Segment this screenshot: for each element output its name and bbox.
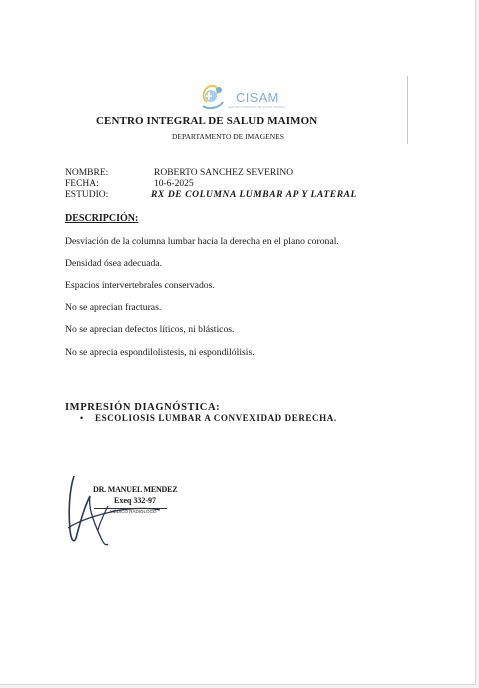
signature-block	[60, 468, 190, 553]
study-value: RX DE COLUMNA LUMBAR AP Y LATERAL	[151, 190, 357, 200]
doctor-name: DR. MANUEL MENDEZ	[93, 485, 178, 494]
name-value: ROBERTO SANCHEZ SEVERINO	[154, 168, 294, 178]
logo-tagline: CENTRO INTEGRAL DE SALUD MAIMON	[228, 105, 286, 109]
bullet-icon: •	[80, 413, 84, 423]
finding-line: Densidad ósea adecuada.	[65, 258, 163, 269]
date-value: 10-6-2025	[154, 179, 194, 189]
finding-line: Desviación de la columna lumbar hacia la derecha en el plano coronal.	[65, 236, 339, 247]
finding-line: No se aprecia espondilolistesis, ni espondilólisis.	[65, 347, 255, 358]
exequatur-number: Exeq 332-97	[114, 496, 156, 505]
doctor-title: MÉDICO RADIÓLOGO	[110, 509, 157, 514]
finding-line: Espacios intervertebrales conservados.	[65, 280, 215, 291]
impression-text: ESCOLIOSIS LUMBAR A CONVEXIDAD DERECHA.	[95, 413, 337, 423]
finding-line: No se aprecian fracturas.	[65, 302, 162, 313]
center-name: CENTRO INTEGRAL DE SALUD MAIMON	[96, 115, 318, 127]
finding-line: No se aprecian defectos líticos, ni blásticos.	[65, 324, 235, 335]
margin-line	[407, 76, 408, 144]
impression-list	[80, 413, 337, 423]
impression-item	[80, 413, 337, 423]
description-title: DESCRIPCIÓN:	[65, 213, 139, 224]
logo-wordmark: CISAM	[236, 90, 279, 105]
name-label: NOMBRE:	[65, 168, 109, 178]
department-name: DEPARTAMENTO DE IMAGENES	[172, 132, 284, 141]
impression-title: IMPRESIÓN DIAGNÓSTICA:	[65, 402, 221, 413]
date-label: FECHA:	[65, 179, 99, 189]
study-label: ESTUDIO:	[65, 190, 109, 200]
